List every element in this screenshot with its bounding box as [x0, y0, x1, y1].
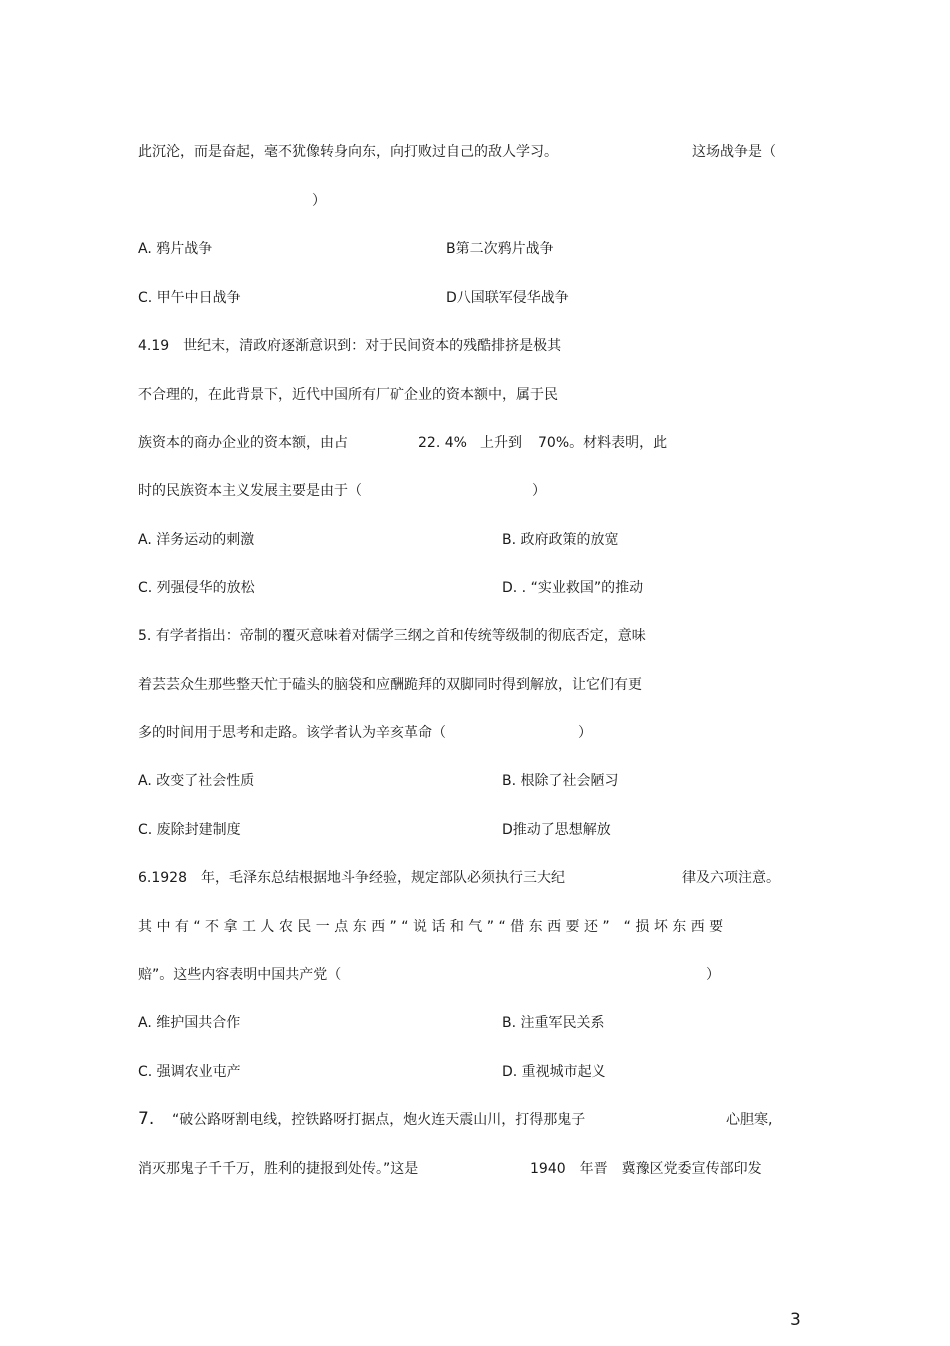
option-b: B. 政府政策的放宽 [502, 532, 619, 548]
question-text: 族资本的商办企业的资本额，由占 [138, 435, 348, 451]
question-text: 消灭那鬼子千千万，胜利的捷报到处传。”这是 [138, 1161, 419, 1177]
question-text: 律及六项注意。 [682, 870, 780, 886]
option-b: B. 注重军民关系 [502, 1015, 605, 1031]
option-a: A. 洋务运动的刺激 [138, 532, 255, 548]
option-a: A. 改变了社会性质 [138, 773, 255, 789]
question-text: 不合理的，在此背景下，近代中国所有厂矿企业的资本额中，属于民 [138, 387, 558, 403]
option-c: C. 强调农业屯产 [138, 1064, 241, 1080]
option-a: A. 鸦片战争 [138, 241, 213, 257]
question-text: ） [706, 967, 720, 983]
question-text: 1940 年晋 冀豫区党委宣传部印发 [530, 1161, 762, 1177]
question-text: 70%。材料表明，此 [538, 435, 668, 451]
option-d: D八国联军侵华战争 [446, 290, 569, 306]
option-c: C. 列强侵华的放松 [138, 580, 255, 596]
question-text: 多的时间用于思考和走路。该学者认为辛亥革命（ [138, 725, 446, 741]
option-d: D推动了思想解放 [502, 822, 611, 838]
option-d: D. . “实业救国”的推动 [502, 580, 644, 596]
text-line: 这场战争是（ [692, 144, 776, 160]
question-text: 时的民族资本主义发展主要是由于（ [138, 483, 362, 499]
option-b: B. 根除了社会陋习 [502, 773, 619, 789]
question-text: 4.19 世纪末，清政府逐渐意识到：对于民间资本的残酷排挤是极其 [138, 338, 562, 354]
question-text: 心胆寒, [726, 1112, 773, 1128]
question-text: 赔”。这些内容表明中国共产党（ [138, 967, 342, 983]
option-c: C. 甲午中日战争 [138, 290, 241, 306]
option-b: B第二次鸦片战争 [446, 241, 554, 257]
option-c: C. 废除封建制度 [138, 822, 241, 838]
text-line: 此沉沦，而是奋起，毫不犹像转身向东，向打败过自己的敌人学习。 [138, 144, 558, 160]
question-text: 其 中 有 “ 不 拿 工 人 农 民 一 点 东 西 ” “ 说 话 和 气 ” “ 借 东 西 要 还 ” “ 损 坏 东 西 要 [138, 919, 724, 935]
question-text: 着芸芸众生那些整天忙于磕头的脑袋和应酬跪拜的双脚同时得到解放，让它们有更 [138, 677, 642, 693]
question-text: 22. 4% [418, 435, 467, 451]
question-text: 6.1928 年，毛泽东总结根据地斗争经验，规定部队必须执行三大纪 [138, 870, 565, 886]
option-a: A. 维护国共合作 [138, 1015, 241, 1031]
question-text: ） [578, 725, 592, 741]
question-text: “破公路呀割电线，控铁路呀打据点，炮火连天震山川，打得那鬼子 [172, 1112, 586, 1128]
text-line: ） [312, 193, 326, 209]
page-number: 3 [790, 1310, 801, 1330]
question-number: 7. [138, 1109, 155, 1129]
question-text: 上升到 [480, 435, 522, 451]
question-text: ） [532, 483, 546, 499]
option-d: D. 重视城市起义 [502, 1064, 606, 1080]
question-text: 5. 有学者指出：帝制的覆灭意味着对儒学三纲之首和传统等级制的彻底否定，意味 [138, 628, 646, 644]
